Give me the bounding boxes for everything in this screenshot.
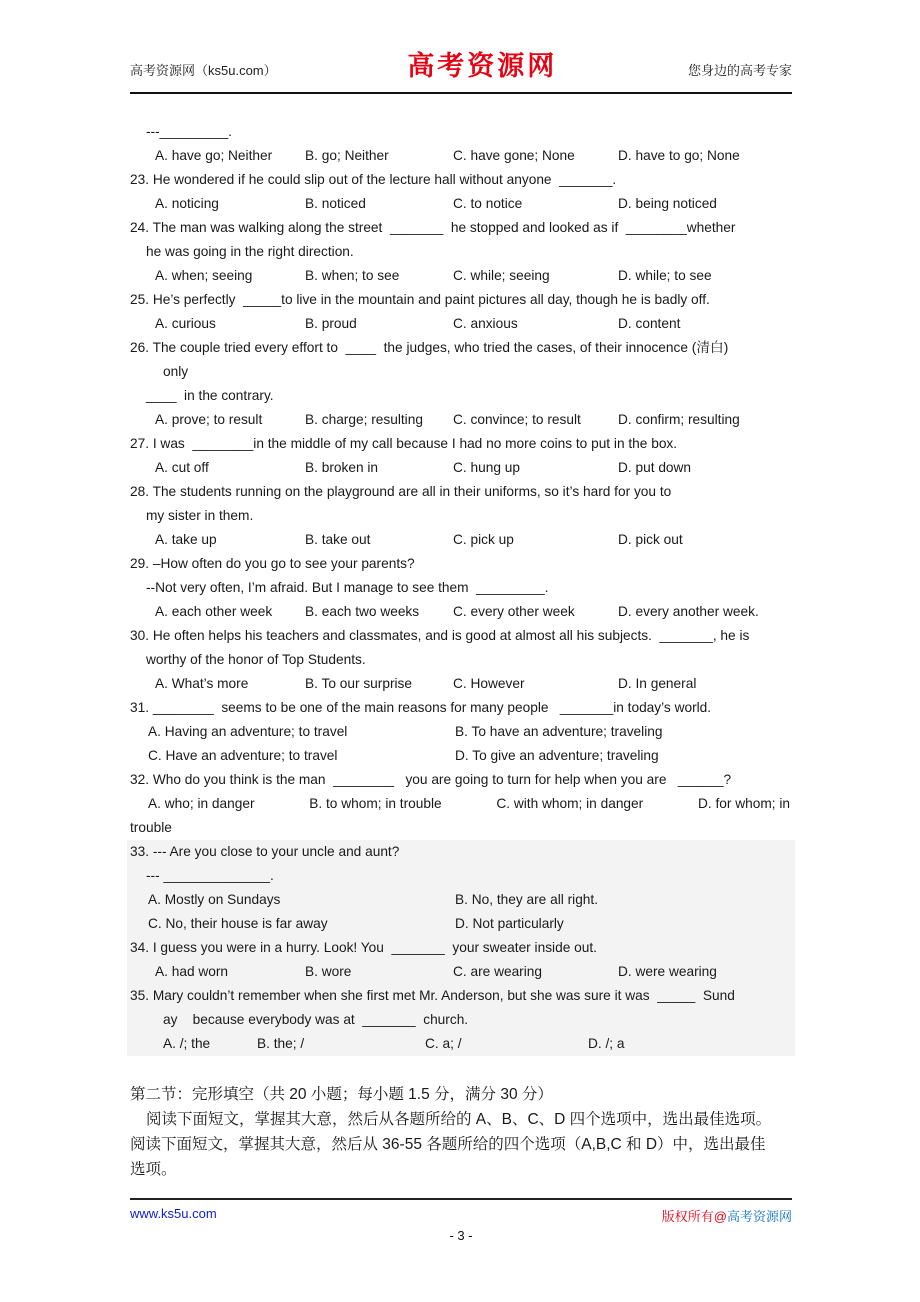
options-row-q22 bbox=[130, 144, 792, 168]
option-c: C. convince; to result bbox=[453, 412, 581, 427]
option-b: B. noticed bbox=[305, 196, 366, 211]
options-row-q26 bbox=[130, 408, 792, 432]
options-row-q30 bbox=[130, 672, 792, 696]
question-31: 31. ________ seems to be one of the main reasons for many people _______in today’s world. bbox=[130, 700, 712, 715]
option-b: B. To have an adventure; traveling bbox=[455, 724, 663, 739]
option-c: C. hung up bbox=[453, 460, 520, 475]
question-28: 28. The students running on the playground are all in their uniforms, so it’s hard for you to bbox=[130, 484, 672, 499]
option-d: D. confirm; resulting bbox=[618, 412, 740, 427]
section-2-instructions-1: 阅读下面短文，掌握其大意，然后从各题所给的 A、B、C、D 四个选项中，选出最佳选项。 bbox=[146, 1111, 772, 1128]
options-row-q33-ab bbox=[130, 888, 792, 912]
option-a: A. prove; to result bbox=[155, 412, 263, 427]
option-d: D. In general bbox=[618, 676, 697, 691]
option-d: D. for whom; in bbox=[697, 796, 790, 811]
question-33: 33. --- Are you close to your uncle and aunt? bbox=[130, 844, 400, 859]
footer-site-link[interactable]: www.ks5u.com bbox=[130, 1206, 217, 1221]
option-c: C. a; / bbox=[425, 1036, 462, 1051]
page-footer bbox=[130, 1198, 792, 1243]
option-a: A. curious bbox=[155, 316, 216, 331]
options-row-q33-cd bbox=[130, 912, 792, 936]
option-b: B. proud bbox=[305, 316, 357, 331]
option-d: D. pick out bbox=[618, 532, 683, 547]
question-33-cont: --- ______________. bbox=[146, 868, 274, 883]
option-c: C. However bbox=[453, 676, 525, 691]
question-30: 30. He often helps his teachers and classmates, and is good at almost all his subjects. _______, he is bbox=[130, 628, 750, 643]
option-d: D. /; a bbox=[588, 1036, 625, 1051]
question-23: 23. He wondered if he could slip out of the lecture hall without anyone _______. bbox=[130, 172, 617, 187]
question-32: 32. Who do you think is the man ________ you are going to turn for help when you are ______? bbox=[130, 772, 732, 787]
options-row-q32-cont: trouble bbox=[130, 820, 172, 835]
option-b: B. go; Neither bbox=[305, 148, 389, 163]
option-a: A. /; the bbox=[163, 1036, 211, 1051]
option-a: A. Having an adventure; to travel bbox=[148, 724, 348, 739]
section-2-instructions-3: 选项。 bbox=[130, 1161, 177, 1178]
option-d: D. To give an adventure; traveling bbox=[455, 748, 659, 763]
option-b: B. each two weeks bbox=[305, 604, 420, 619]
question-35-cont: ay because everybody was at _______ church. bbox=[163, 1012, 469, 1027]
question-26-cont2: ____ in the contrary. bbox=[146, 388, 274, 403]
option-c: C. to notice bbox=[453, 196, 523, 211]
option-c: C. Have an adventure; to travel bbox=[148, 748, 338, 763]
option-c: C. with whom; in danger bbox=[496, 796, 644, 811]
question-35: 35. Mary couldn’t remember when she first met Mr. Anderson, but she was sure it was _____ Sund bbox=[130, 988, 735, 1003]
option-c: C. are wearing bbox=[453, 964, 543, 979]
site-logo: 高考资源网 bbox=[407, 51, 558, 82]
option-a: A. Mostly on Sundays bbox=[148, 892, 281, 907]
option-b: B. wore bbox=[305, 964, 352, 979]
options-row-q25 bbox=[130, 312, 792, 336]
option-a: A. each other week bbox=[155, 604, 273, 619]
page-number: - 3 - bbox=[449, 1228, 473, 1243]
option-d: D. while; to see bbox=[618, 268, 712, 283]
option-c: C. have gone; None bbox=[453, 148, 575, 163]
question-24: 24. The man was walking along the street _______ he stopped and looked as if ________whether bbox=[130, 220, 736, 235]
question-26-cont: only bbox=[163, 364, 189, 379]
options-row-q31-cd bbox=[130, 744, 792, 768]
option-b: B. when; to see bbox=[305, 268, 400, 283]
option-b: B. To our surprise bbox=[305, 676, 413, 691]
section-2 bbox=[130, 1082, 792, 1182]
option-b: B. to whom; in trouble bbox=[309, 796, 442, 811]
options-row-q24 bbox=[130, 264, 792, 288]
option-a: A. who; in danger bbox=[148, 796, 255, 811]
option-d: D. put down bbox=[618, 460, 692, 475]
footer-row bbox=[130, 1206, 792, 1225]
footer-copyright-prefix: 版权所有@ bbox=[661, 1209, 727, 1224]
section-2-title: 第二节：完形填空（共 20 小题；每小题 1.5 分，满分 30 分） bbox=[130, 1086, 553, 1103]
question-34: 34. I guess you were in a hurry. Look! You _______ your sweater inside out. bbox=[130, 940, 597, 955]
option-b: B. the; / bbox=[257, 1036, 305, 1051]
option-a: A. had worn bbox=[155, 964, 229, 979]
question-29-cont: --Not very often, I’m afraid. But I manage to see them _________. bbox=[146, 580, 549, 595]
option-a: A. have go; Neither bbox=[155, 148, 273, 163]
question-25: 25. He’s perfectly _____to live in the mountain and paint pictures all day, though he is badly off. bbox=[130, 292, 710, 307]
section-gap bbox=[130, 1056, 792, 1082]
option-a: A. take up bbox=[155, 532, 217, 547]
options-row-q34 bbox=[130, 960, 792, 984]
option-b: B. take out bbox=[305, 532, 371, 547]
page-header bbox=[130, 0, 792, 94]
question-28-cont: my sister in them. bbox=[146, 508, 254, 523]
option-d: D. Not particularly bbox=[455, 916, 564, 931]
options-row-q32 bbox=[130, 792, 792, 816]
options-row-q35 bbox=[130, 1032, 792, 1056]
header-site-text: 高考资源网（ks5u.com） bbox=[130, 63, 277, 78]
option-c: C. every other week bbox=[453, 604, 575, 619]
question-30-cont: worthy of the honor of Top Students. bbox=[146, 652, 366, 667]
header-slogan-text: 您身边的高考专家 bbox=[687, 63, 792, 78]
option-c: C. while; seeing bbox=[453, 268, 550, 283]
option-a: A. cut off bbox=[155, 460, 209, 475]
option-b: B. charge; resulting bbox=[305, 412, 423, 427]
option-b: B. broken in bbox=[305, 460, 379, 475]
options-row-q28 bbox=[130, 528, 792, 552]
option-d: D. were wearing bbox=[618, 964, 717, 979]
question-27: 27. I was ________in the middle of my call because I had no more coins to put in the box. bbox=[130, 436, 678, 451]
footer-copyright bbox=[662, 1206, 792, 1225]
footer-copyright-site: 高考资源网 bbox=[726, 1209, 792, 1224]
options-row-q23 bbox=[130, 192, 792, 216]
option-d: D. every another week. bbox=[618, 604, 759, 619]
option-d: D. have to go; None bbox=[618, 148, 740, 163]
question-24-cont: he was going in the right direction. bbox=[146, 244, 354, 259]
page-content bbox=[130, 0, 792, 1182]
options-row-q31-ab bbox=[130, 720, 792, 744]
option-c: C. anxious bbox=[453, 316, 518, 331]
question-26: 26. The couple tried every effort to ____ the judges, who tried the cases, of their innocence (清白) bbox=[130, 340, 729, 355]
answer-blank-line: ---_________. bbox=[146, 124, 232, 139]
option-d: D. content bbox=[618, 316, 681, 331]
option-a: A. when; seeing bbox=[155, 268, 253, 283]
question-list bbox=[130, 94, 792, 1182]
options-row-q29 bbox=[130, 600, 792, 624]
option-c: C. No, their house is far away bbox=[148, 916, 328, 931]
options-row-q27 bbox=[130, 456, 792, 480]
question-29: 29. –How often do you go to see your parents? bbox=[130, 556, 415, 571]
section-2-instructions-2: 阅读下面短文，掌握其大意，然后从 36-55 各题所给的四个选项（A,B,C 和 D）中，选出最佳 bbox=[130, 1136, 766, 1153]
shaded-block bbox=[127, 840, 795, 1056]
option-d: D. being noticed bbox=[618, 196, 717, 211]
option-a: A. What’s more bbox=[155, 676, 249, 691]
option-b: B. No, they are all right. bbox=[455, 892, 599, 907]
option-c: C. pick up bbox=[453, 532, 514, 547]
option-a: A. noticing bbox=[155, 196, 219, 211]
